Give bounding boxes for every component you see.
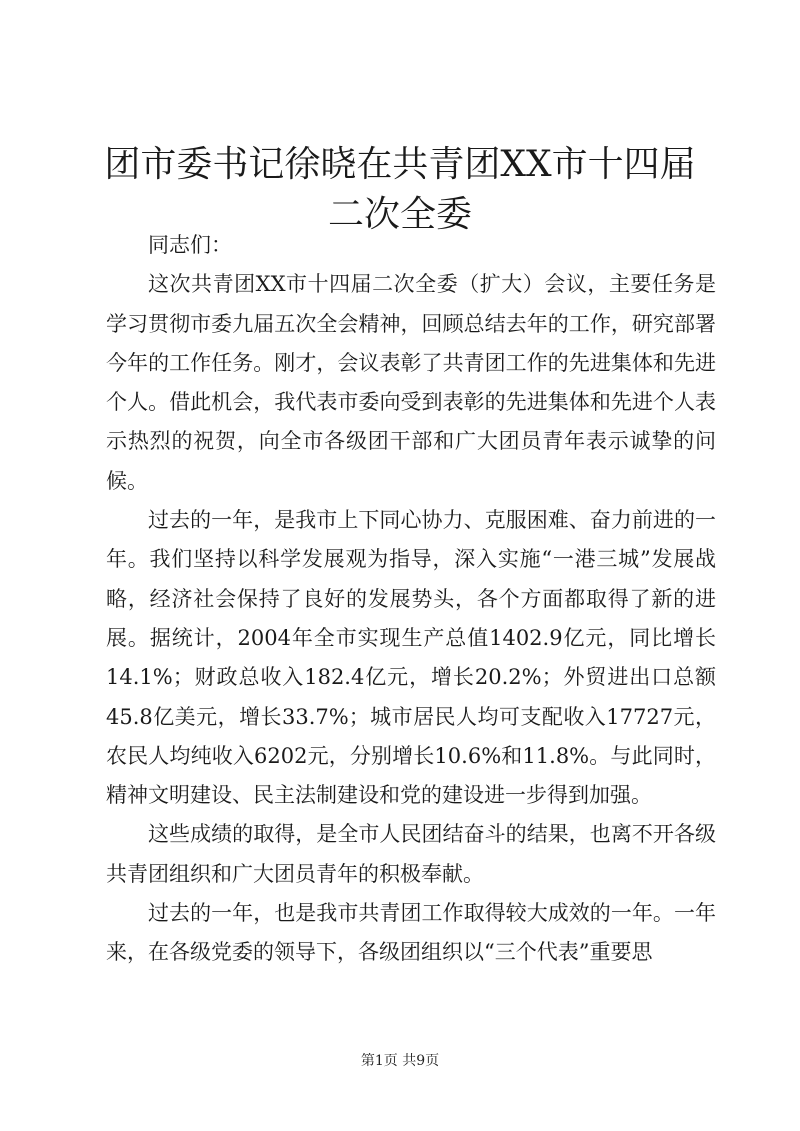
body-paragraph: 这些成绩的取得，是全市人民团结奋斗的结果，也离不开各级共青团组织和广大团员青年的积极奉献。 [106,822,716,886]
body-paragraph: 这次共青团XX市十四届二次全委（扩大）会议，主要任务是学习贯彻市委九届五次全会精神，回顾总结去年的工作，研究部署今年的工作任务。刚才，会议表彰了共青团工作的先进集体和先进个人。借此机会，我代表市委向受到表彰的先进集体和先进个人表示热烈的祝贺，向全市各级团干部和广大团员青年表示诚挚的问候。 [106,272,716,493]
document-title: 团市委书记徐晓在共青团XX市十四届二次全委 [104,144,696,235]
body-paragraph: 过去的一年，也是我市共青团工作取得较大成效的一年。一年来，在各级党委的领导下，各级团组织以“三个代表”重要思 [106,901,716,965]
salutation-paragraph: 同志们： [148,233,232,257]
body-paragraph: 过去的一年，是我市上下同心协力、克服困难、奋力前进的一年。我们坚持以科学发展观为指导，深入实施“一港三城”发展战略，经济社会保持了良好的发展势头，各个方面都取得了新的进展。据统计，2004年全市实现生产总值1402.9亿元，同比增长14.1%；财政总收入182.4亿元，增长20.2%；外贸进出口总额45.8亿美元，增长33.7%；城市居民人均可支配收入17727元，农民人均纯收入6202元，分别增长10.6%和11.8%。与此同时，精神文明建设、民主法制建设和党的建设进一步得到加强。 [106,508,716,808]
document-body [106,226,716,973]
page-number-footer: 第1页 共9页 [360,1053,440,1069]
